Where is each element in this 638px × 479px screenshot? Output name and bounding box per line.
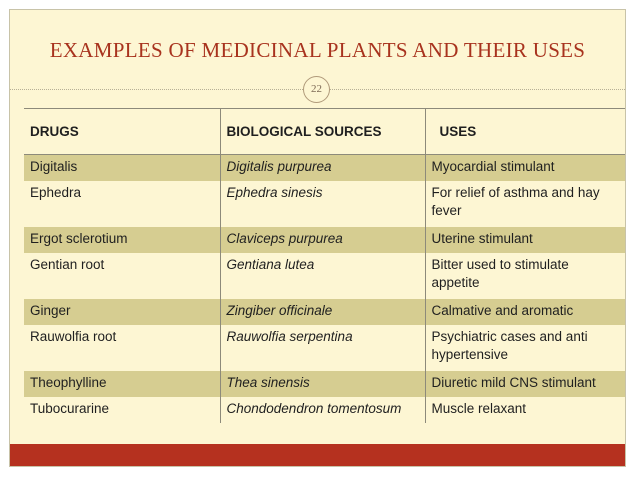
- source-cell: Thea sinensis: [220, 371, 425, 397]
- drug-cell: Gentian root: [24, 253, 220, 299]
- use-cell: Calmative and aromatic: [425, 299, 625, 325]
- source-cell: Zingiber officinale: [220, 299, 425, 325]
- table-header-row: [24, 109, 625, 155]
- slide-title: EXAMPLES OF MEDICINAL PLANTS AND THEIR USES: [49, 38, 586, 62]
- footer-bar: [10, 444, 625, 466]
- table-row: [24, 299, 625, 325]
- medicinal-plants-table-container: [24, 108, 625, 423]
- use-cell: Myocardial stimulant: [425, 155, 625, 182]
- table-row: [24, 253, 625, 299]
- table-row: [24, 397, 625, 423]
- header-uses: USES: [425, 109, 625, 155]
- source-cell: Gentiana lutea: [220, 253, 425, 299]
- medicinal-plants-table: [24, 108, 625, 423]
- source-cell: Rauwolfia serpentina: [220, 325, 425, 371]
- header-drugs: DRUGS: [24, 109, 220, 155]
- use-cell: Psychiatric cases and anti hypertensive: [431, 329, 588, 362]
- use-cell: Bitter used to stimulate appetite: [431, 257, 569, 290]
- drug-cell: Theophylline: [24, 371, 220, 397]
- drug-cell: Ginger: [24, 299, 220, 325]
- drug-cell: Rauwolfia root: [24, 325, 220, 371]
- source-cell: Digitalis purpurea: [220, 155, 425, 182]
- use-cell: Uterine stimulant: [425, 227, 625, 253]
- source-cell: Chondodendron tomentosum: [220, 397, 425, 423]
- source-cell: Claviceps purpurea: [220, 227, 425, 253]
- table-row: [24, 181, 625, 227]
- drug-cell: Ephedra: [24, 181, 220, 227]
- table-row: [24, 227, 625, 253]
- table-row: [24, 325, 625, 371]
- table-row: [24, 155, 625, 182]
- use-cell: Muscle relaxant: [431, 401, 527, 416]
- page-number-badge: 22: [303, 76, 330, 103]
- drug-cell: Tubocurarine: [24, 397, 220, 423]
- drug-cell: Digitalis: [24, 155, 220, 182]
- drug-cell: Ergot sclerotium: [24, 227, 220, 253]
- table-row: [24, 371, 625, 397]
- source-cell: Ephedra sinesis: [220, 181, 425, 227]
- slide: [9, 9, 626, 467]
- use-cell: Diuretic mild CNS stimulant: [425, 371, 625, 397]
- header-biological-sources: BIOLOGICAL SOURCES: [220, 109, 425, 155]
- use-cell: For relief of asthma and hay fever: [431, 185, 600, 218]
